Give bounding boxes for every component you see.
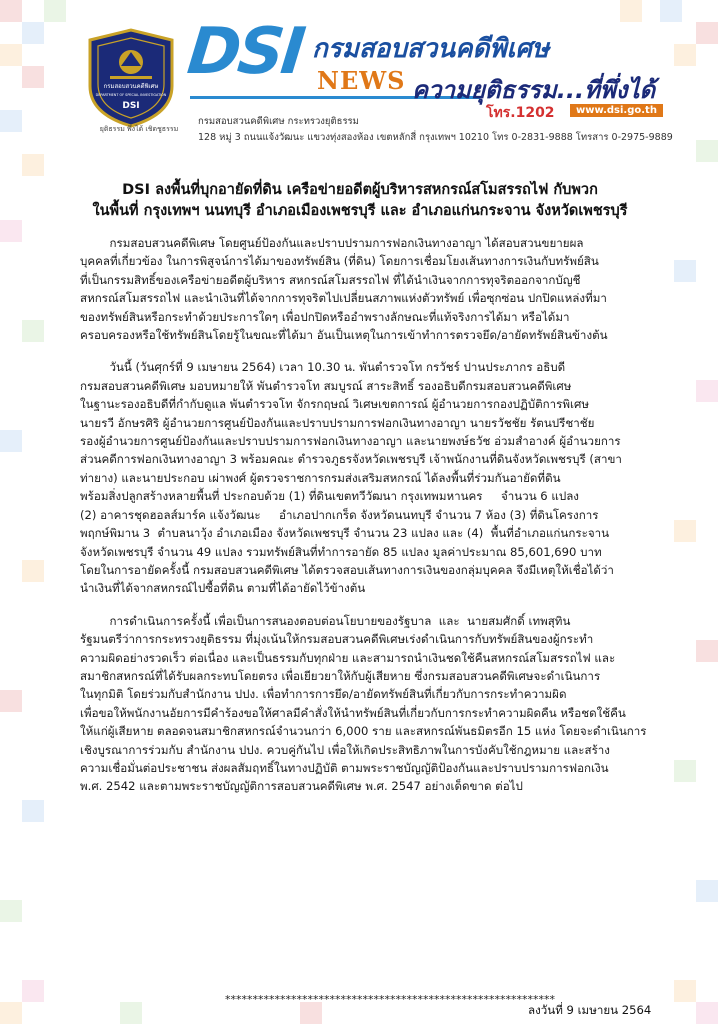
text-line: ท่ายาง) และนายประกอบ เผ่าพงศ์ ผู้ตรวจราชการกรมส่งเสริมสหกรณ์ ได้ลงพื้นที่ร่วมกันอายัดที่ดิน	[80, 470, 561, 485]
decor-tile	[22, 980, 44, 1002]
text-line: เชิงบูรณาการร่วมกับ สำนักงาน ปปง. ควบคู่กันไป เพื่อให้เกิดประสิทธิภาพในการบังคับใช้กฎหมาย และสร้าง	[80, 742, 610, 757]
decor-tile	[22, 800, 44, 822]
seal-text-english: DEPARTMENT OF SPECIAL INVESTIGATION	[95, 93, 167, 97]
text-line: ของทรัพย์สินหรือกระทำด้วยประการใดๆ เพื่อปกปิดหรืออำพรางลักษณะที่แท้จริงการได้มา หรือได้มา	[80, 309, 570, 324]
decor-tile	[674, 760, 696, 782]
decor-tile	[696, 380, 718, 402]
dsi-seal-logo	[80, 26, 182, 130]
decor-tile	[674, 520, 696, 542]
text-line: รองผู้อำนวยการศูนย์ป้องกันและปราบปรามการฟอกเงินทางอาญา และนายพงษ์ธวัช อ่วมสำอางค์ ผู้อำนวยการ	[80, 434, 621, 449]
paragraph-3	[80, 612, 670, 796]
website-url: www.dsi.go.th	[570, 104, 663, 117]
dsi-brand-mark: DSI	[184, 15, 306, 89]
text-line: รัฐมนตรีว่าการกระทรวงยุติธรรม ที่มุ่งเน้นให้กรมสอบสวนคดีพิเศษเร่งดำเนินการกับทรัพย์สินของผู้กระทำ	[80, 632, 594, 647]
text-line: พ.ศ. 2542 และตามพระราชบัญญัติการสอบสวนคดีพิเศษ พ.ศ. 2547 อย่างเด็ดขาด ต่อไป	[80, 779, 523, 794]
text-line: วันนี้ (วันศุกร์ที่ 9 เมษายน 2564) เวลา 10.30 น. พันตำรวจโท กรวัชร์ ปานประภากร อธิบดี	[80, 360, 566, 375]
text-line: นายรวี อักษรศิริ ผู้อำนวยการศูนย์ป้องกันและปราบปรามการฟอกเงินทางอาญา นายรวัชชัย รัตนปรีชาชัย	[80, 415, 595, 430]
decor-tile	[674, 260, 696, 282]
hotline-number: โทร.1202	[486, 105, 555, 121]
headline-line: DSI ลงพื้นที่บุกอายัดที่ดิน เครือข่ายอดีตผู้บริหารสหกรณ์สโมสรรถไฟ กับพวก	[122, 182, 598, 198]
text-line: สหกรณ์สโมสรรถไฟ และนำเงินที่ได้จากการทุจริตไปเปลี่ยนสภาพแห่งตัวทรัพย์ เพื่อซุกซ่อน ปกปิดแหล่งที่มา	[80, 291, 607, 306]
text-line: ส่วนคดีการฟอกเงินทางอาญา 3 พร้อมคณะ ตำรวจภูธรจังหวัดเพชรบุรี เจ้าพนักงานที่ดินจังหวัดเพชรบุรี (สาขา	[80, 452, 622, 467]
text-line: (2) อาคารชุดฮอลส์มาร์ค แจ้งวัฒนะ อำเภอปากเกร็ด จังหวัดนนทบุรี จำนวน 7 ห้อง (3) ที่ดินโครงการ	[80, 507, 599, 522]
text-line: ความเชื่อมั่นต่อประชาชน ส่งผลสัมฤทธิ์ในทางปฏิบัติ ตามพระราชบัญญัติป้องกันและปราบปรามการฟอกเงิน	[80, 760, 609, 775]
release-date: ลงวันที่ 9 เมษายน 2564	[528, 1003, 652, 1017]
decor-tile	[696, 640, 718, 662]
text-line: นำเงินที่ได้จากสหกรณ์ไปซื้อที่ดิน ตามที่ได้อายัดไว้ข้างต้น	[80, 581, 366, 596]
decor-tile	[22, 560, 44, 582]
decor-tile	[22, 320, 44, 342]
text-line: ให้แก่ผู้เสียหาย ตลอดจนสมาชิกสหกรณ์จำนวนกว่า 6,000 ราย และสหกรณ์พันธมิตรอีก 15 แห่ง โดยจะดำเนินการ	[80, 724, 647, 739]
decor-tile	[0, 220, 22, 242]
text-line: ครอบครองหรือใช้ทรัพย์สินโดยรู้ในขณะที่ได้มา อันเป็นเหตุในการเข้าทำการตรวจยึด/อายัดทรัพย์สินข้างต้น	[80, 328, 608, 343]
news-headline	[60, 180, 660, 222]
seal-motto: ยุติธรรม พึ่งได้ เชิดชูธรรม	[99, 125, 179, 133]
text-line: โดยในการอายัดครั้งนี้ กรมสอบสวนคดีพิเศษ ได้ตรวจสอบเส้นทางการเงินของกลุ่มบุคคล จึงมีเหตุให้เชื่อได้ว่า	[80, 562, 614, 577]
decor-tile	[696, 880, 718, 902]
text-line: การดำเนินการครั้งนี้ เพื่อเป็นการสนองตอบต่อนโยบายของรัฐบาล และ นายสมศักดิ์ เทพสุทิน	[80, 613, 571, 628]
department-line: กรมสอบสวนคดีพิเศษ กระทรวงยุติธรรม	[198, 116, 359, 127]
decor-tile	[0, 690, 22, 712]
text-line: ความผิดอย่างรวดเร็ว ต่อเนื่อง และเป็นธรรมกับทุกฝ่าย และสามารถนำเงินชดใช้คืนสหกรณ์สโมสรรถไฟ และ	[80, 650, 616, 665]
text-line: ในทุกมิติ โดยร่วมกับสำนักงาน ปปง. เพื่อทำการการยึด/อายัดทรัพย์สินที่เกี่ยวกับการกระทำความผิด	[80, 687, 567, 702]
decor-tile	[0, 430, 22, 452]
paragraph-2	[80, 358, 670, 597]
text-line: บุคคลที่เกี่ยวข้อง ในการพิสูจน์การได้มาของทรัพย์สิน (ที่ดิน) โดยการเชื่อมโยงเส้นทางการเงินกับทรัพย์สิน	[80, 254, 599, 269]
text-line: พร้อมสิ่งปลูกสร้างหลายพื้นที่ ประกอบด้วย (1) ที่ดินเขตทวีวัฒนา กรุงเทพมหานคร จำนวน 6 แปลง	[80, 489, 579, 504]
text-line: จังหวัดเพชรบุรี จำนวน 49 แปลง รวมทรัพย์สินที่ทำการอายัด 85 แปลง มูลค่าประมาณ 85,601,690 บาท	[80, 544, 602, 559]
separator-line: ************************************************************	[225, 993, 555, 1006]
seal-text-dsi: DSI	[122, 101, 140, 111]
decor-tile	[0, 900, 22, 922]
organization-title: กรมสอบสวนคดีพิเศษ	[312, 34, 550, 64]
text-line: กรมสอบสวนคดีพิเศษ มอบหมายให้ พันตำรวจโท สมบูรณ์ สาระสิทธิ์ รองอธิบดีกรมสอบสวนคดีพิเศษ	[80, 378, 572, 393]
decor-tile	[674, 980, 696, 1002]
text-line: สมาชิกสหกรณ์ที่ได้รับผลกระทบโดยตรง เพื่อเยียวยาให้กับผู้เสียหาย ซึ่งกรมสอบสวนคดีพิเศษจะดำเนินการ	[80, 668, 601, 683]
paragraph-1	[80, 234, 670, 344]
text-line: ในฐานะรองอธิบดีที่กำกับดูแล พันตำรวจโท จักรกฤษณ์ วิเศษเขตการณ์ ผู้อำนวยการกองปฏิบัติการพิเศษ	[80, 397, 590, 412]
text-line: กรมสอบสวนคดีพิเศษ โดยศูนย์ป้องกันและปราบปรามการฟอกเงินทางอาญา ได้สอบสวนขยายผล	[80, 236, 584, 250]
text-line: ที่เป็นกรรมสิทธิ์ของเครือข่ายอดีตผู้บริหาร สหกรณ์สโมสรรถไฟ ที่ได้นำเงินจากการทุจริตออกจากบัญชี	[80, 272, 581, 287]
letterhead	[0, 0, 718, 160]
news-label: NEWS	[317, 66, 406, 95]
text-line: พฤกษ์พิมาน 3 ตำบลนาวุ้ง อำเภอเมือง จังหวัดเพชรบุรี จำนวน 23 แปลง และ (4) พื้นที่อำเภอแก่นกระจาน	[80, 526, 610, 541]
decor-tile	[0, 1002, 22, 1024]
address-line: 128 หมู่ 3 ถนนแจ้งวัฒนะ แขวงทุ่งสองห้อง เขตหลักสี่ กรุงเทพฯ 10210 โทร 0-2831-9888 โทรสาร 0-2975-9889	[198, 132, 673, 143]
decor-tile	[120, 1002, 142, 1024]
headline-line: ในพื้นที่ กรุงเทพฯ นนทบุรี อำเภอเมืองเพชรบุรี และ อำเภอแก่นกระจาน จังหวัดเพชรบุรี	[92, 203, 628, 219]
article-body	[80, 234, 670, 796]
slogan: ความยุติธรรม...ที่พึ่งได้	[412, 76, 656, 104]
seal-text-thai: กรมสอบสวนคดีพิเศษ	[103, 83, 159, 90]
text-line: เพื่อขอให้พนักงานอัยการมีคำร้องขอให้ศาลมีคำสั่งให้นำทรัพย์สินที่เกี่ยวกับการกระทำความผิดคืน หรือชดใช้คืน	[80, 705, 626, 720]
decor-tile	[696, 1002, 718, 1024]
